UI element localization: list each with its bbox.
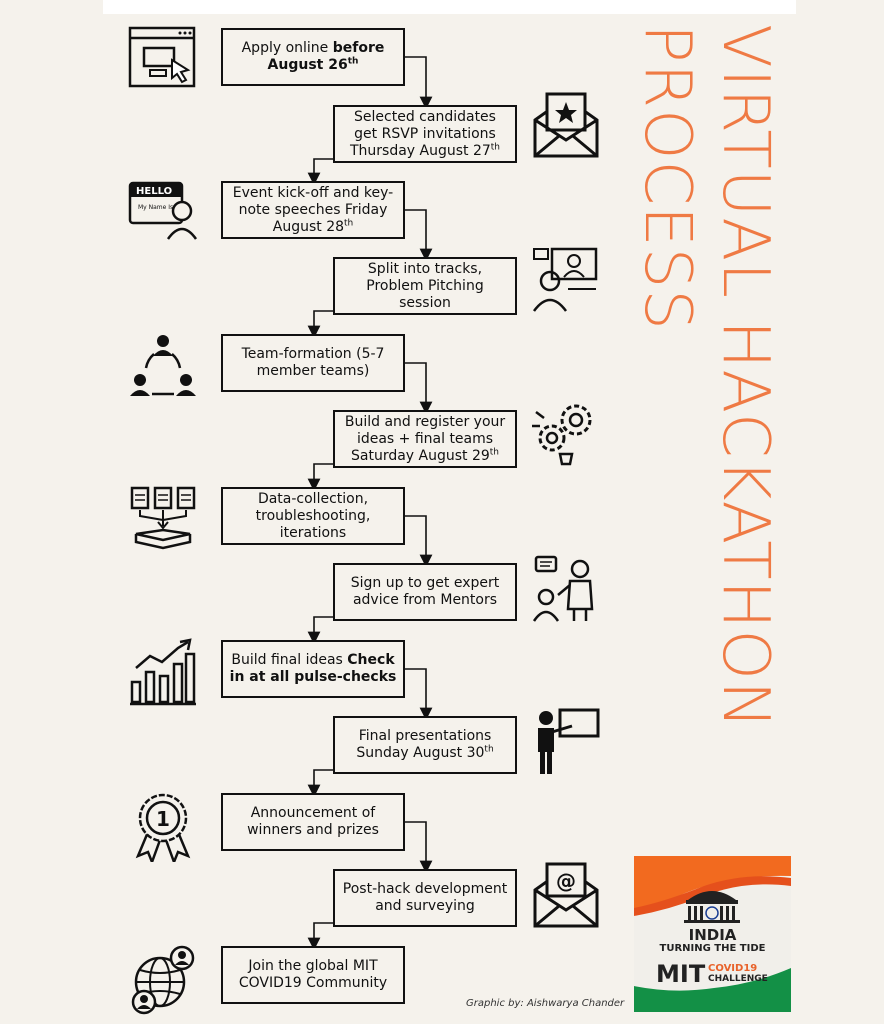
- step-box-2: [333, 105, 517, 163]
- logo-challenge: CHALLENGE: [708, 974, 768, 984]
- step-box-3: [221, 181, 405, 239]
- mit-covid19-challenge-logo: [634, 856, 791, 1012]
- step-text-2: Selected candidates get RSVP invitations Thursday August 27th: [349, 108, 501, 159]
- team-network-icon: [128, 332, 198, 400]
- svg-text:1: 1: [156, 807, 170, 831]
- logo-tagline: TURNING THE TIDE: [659, 943, 766, 954]
- step-text-1: Apply online before August 26th: [241, 40, 385, 73]
- step-text-10: Final presentations Sunday August 30th: [356, 728, 494, 761]
- step-box-9: [221, 640, 405, 698]
- first-place-ribbon-icon: [134, 792, 192, 862]
- connector-arrow: [314, 464, 333, 485]
- svg-text:@: @: [556, 869, 576, 893]
- graphic-credit: Graphic by: Aishwarya Chander: [466, 998, 625, 1009]
- step-box-1: [221, 28, 405, 86]
- connector-arrow: [405, 363, 426, 408]
- logo-mit: MIT: [656, 960, 706, 988]
- step-text-5: Team-formation (5-7 member teams): [241, 346, 385, 379]
- growth-chart-icon: [128, 638, 198, 706]
- step-box-11: [221, 793, 405, 851]
- connector-arrow: [405, 669, 426, 714]
- svg-text:My Name Is: My Name Is: [138, 204, 174, 211]
- mentor-icon: [532, 555, 600, 623]
- connector-arrow: [405, 57, 426, 103]
- step-text-6: Build and register your ideas + final teams Saturday August 29th: [344, 413, 506, 464]
- envelope-star-icon: [531, 90, 601, 160]
- connector-arrow: [314, 617, 333, 638]
- connector-arrow: [405, 516, 426, 561]
- step-text-11: Announcement of winners and prizes: [247, 805, 379, 838]
- hello-name-tag-icon: [128, 181, 198, 241]
- step-text-8: Sign up to get expert advice from Mentors: [350, 575, 500, 608]
- step-text-4: Split into tracks, Problem Pitching session: [366, 260, 484, 311]
- connector-arrow: [314, 159, 333, 179]
- svg-text:HELLO: HELLO: [136, 186, 173, 197]
- step-box-4: [333, 257, 517, 315]
- step-box-6: [333, 410, 517, 468]
- logo-covid19: COVID19: [708, 963, 758, 974]
- step-box-12: [333, 869, 517, 927]
- idea-gears-icon: [530, 398, 600, 468]
- step-text-7: Data-collection, troubleshooting, iterations: [255, 490, 371, 541]
- connector-arrow: [314, 770, 333, 791]
- step-box-10: [333, 716, 517, 774]
- step-box-8: [333, 563, 517, 621]
- connector-arrow: [314, 923, 333, 944]
- title-line-2: PROCESS: [630, 24, 704, 331]
- step-box-7: [221, 487, 405, 545]
- title-line-1: VIRTUAL HACKATHON: [708, 24, 782, 730]
- data-upload-icon: [130, 486, 196, 550]
- presentation-icon: [532, 706, 600, 776]
- step-text-12: Post-hack development and surveying: [342, 881, 508, 914]
- step-text-9: Build final ideas Check in at all pulse-checks: [229, 652, 397, 685]
- global-community-icon: [128, 944, 198, 1016]
- step-text-13: Join the global MIT COVID19 Community: [238, 958, 388, 991]
- logo-india: INDIA: [688, 926, 737, 944]
- online-meeting-icon: [530, 245, 600, 313]
- computer-cursor-icon: [128, 26, 196, 88]
- connector-arrow: [405, 822, 426, 867]
- step-text-3: Event kick-off and key-note speeches Friday August 28th: [232, 184, 394, 235]
- step-box-13: [221, 946, 405, 1004]
- step-box-5: [221, 334, 405, 392]
- email-envelope-icon: [531, 862, 601, 928]
- connector-arrow: [405, 210, 426, 255]
- connector-arrow: [314, 311, 333, 332]
